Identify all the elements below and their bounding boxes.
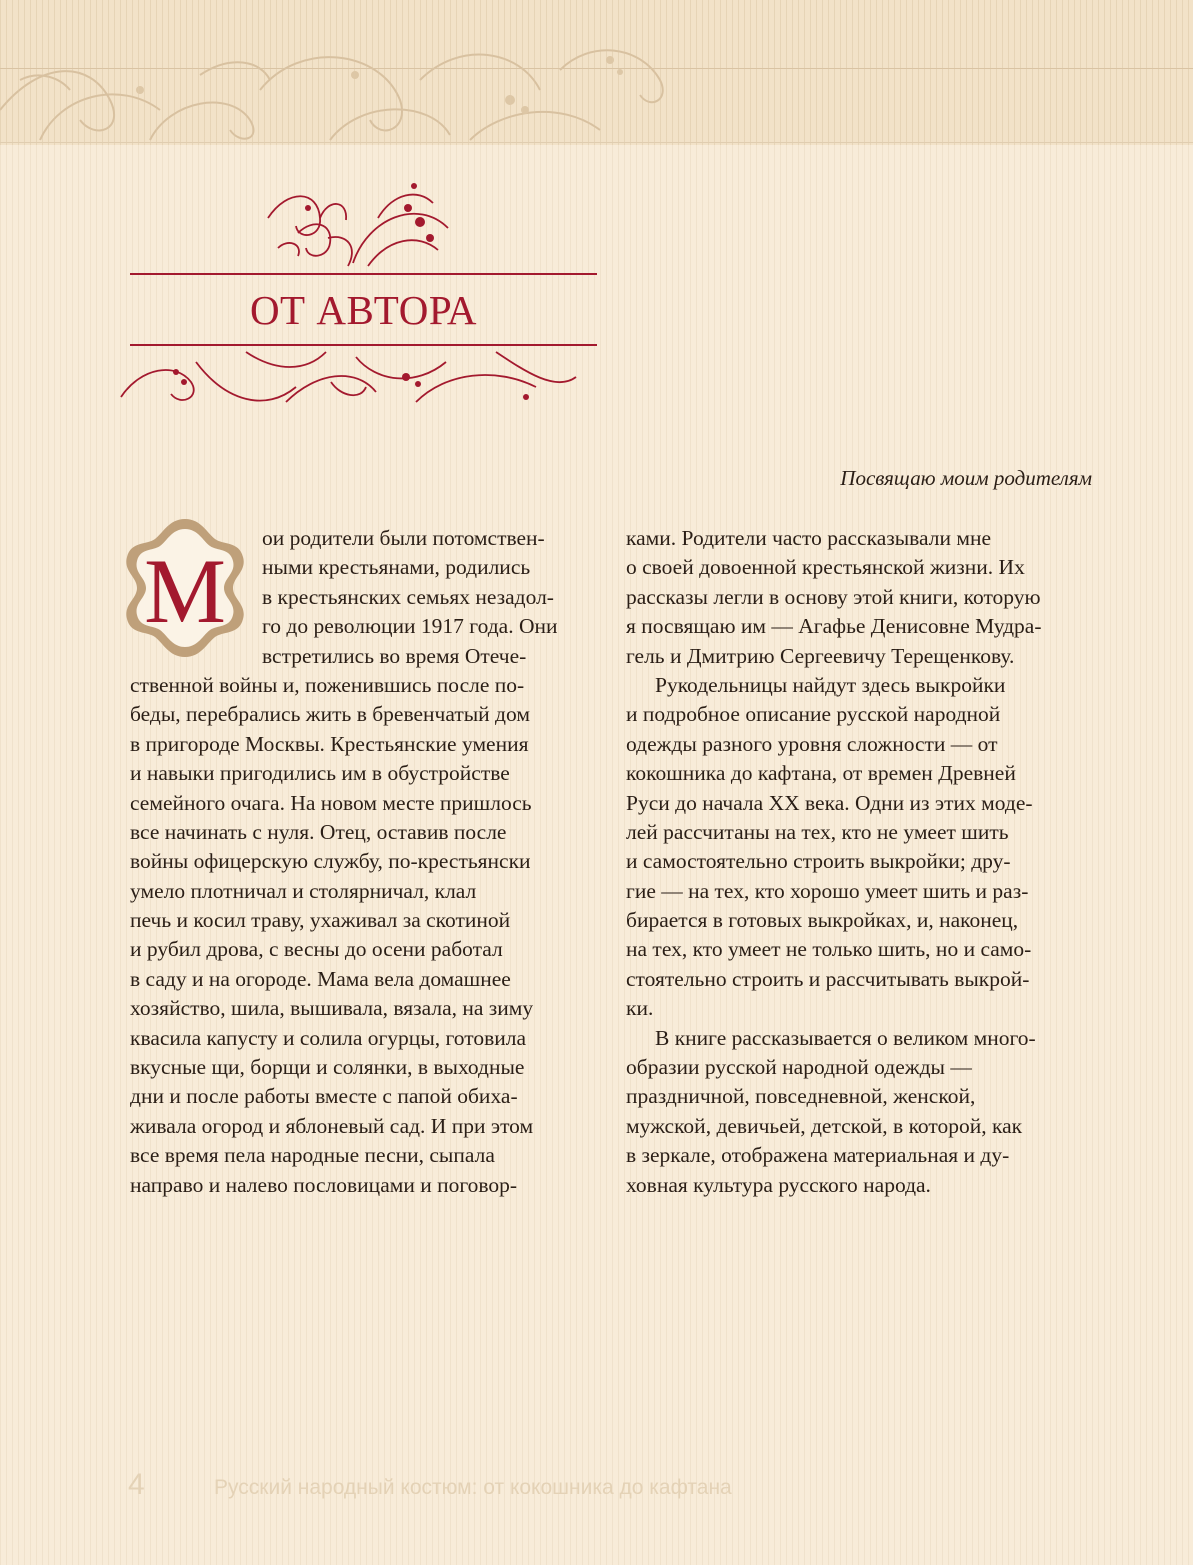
text-line: семейного очага. На новом месте пришлось bbox=[130, 790, 532, 815]
text-line: мужской, девичьей, детской, в которой, как bbox=[626, 1113, 1023, 1138]
text-line: лей рассчитаны на тех, кто не умеет шить bbox=[626, 819, 1009, 844]
text-line: все начинать с нуля. Отец, оставив после bbox=[130, 819, 507, 844]
text-line: в саду и на огороде. Мама вела домашнее bbox=[130, 966, 511, 991]
text-line: дни и после работы вместе с папой обиха- bbox=[130, 1084, 518, 1109]
header-rule-bottom bbox=[0, 142, 1193, 143]
text-line: образии русской народной одежды — bbox=[626, 1055, 972, 1080]
header-rule bbox=[0, 68, 1193, 69]
drop-cap-letter: М bbox=[144, 540, 226, 642]
text-line: стоятельно строить и рассчитывать выкрой- bbox=[626, 966, 1030, 991]
dedication: Посвящаю моим родителям bbox=[840, 466, 1092, 490]
text-line: в зеркале, отображена материальная и ду- bbox=[626, 1143, 1010, 1168]
text-line: все время пела народные песни, сыпала bbox=[130, 1143, 495, 1168]
text-line: го до революции 1917 года. Они bbox=[262, 614, 558, 639]
text-line: одежды разного уровня сложности — от bbox=[626, 731, 998, 756]
floral-ornament-bottom-icon bbox=[116, 342, 586, 422]
text-line: ки. bbox=[626, 996, 654, 1021]
text-line: направо и налево пословицами и поговор- bbox=[130, 1172, 518, 1197]
text-line: беды, перебрались жить в бревенчатый дом bbox=[130, 702, 530, 727]
text-line: и подробное описание русской народной bbox=[626, 702, 1001, 727]
floral-ornament-icon bbox=[258, 178, 458, 274]
text-line: печь и косил траву, ухаживал за скотиной bbox=[130, 908, 511, 933]
page-title: ОТ АВТОРА bbox=[249, 287, 478, 333]
text-line: гель и Дмитрию Сергеевичу Терещенкову. bbox=[626, 643, 1015, 668]
text-line: хозяйство, шила, вышивала, вязала, на зиму bbox=[130, 996, 534, 1021]
text-line: живала огород и яблоневый сад. И при этом bbox=[130, 1113, 534, 1138]
text-line: ками. Родители часто рассказывали мне bbox=[626, 526, 992, 550]
text-line: ои родители были потомствен- bbox=[262, 526, 545, 550]
text-line: праздничной, повседневной, женской, bbox=[626, 1084, 976, 1109]
text-line: В книге рассказывается о великом много- bbox=[655, 1025, 1036, 1050]
heading-rule-top bbox=[130, 273, 597, 275]
text-line: и самостоятельно строить выкройки; дру- bbox=[626, 849, 1011, 874]
text-line: встретились во время Отече- bbox=[262, 643, 527, 668]
left-column bbox=[130, 524, 600, 1200]
text-line: в пригороде Москвы. Крестьянские умения bbox=[130, 731, 529, 756]
text-line: о своей довоенной крестьянской жизни. Их bbox=[626, 555, 1025, 580]
text-line: войны офицерскую службу, по-крестьянски bbox=[130, 849, 531, 874]
text-line: ственной войны и, поженившись после по- bbox=[130, 672, 525, 697]
text-line: умело плотничал и столярничал, клал bbox=[130, 878, 477, 903]
text-line: ными крестьянами, родились bbox=[262, 555, 531, 580]
header-ornament-band bbox=[0, 0, 1193, 145]
text-line: ховная культура русского народа. bbox=[626, 1172, 931, 1197]
text-line: и навыки пригодились им в обустройстве bbox=[130, 761, 510, 786]
page-number: 4 bbox=[128, 1468, 145, 1501]
text-line: на тех, кто умеет не только шить, но и само- bbox=[626, 937, 1032, 962]
text-line: вкусные щи, борщи и солянки, в выходные bbox=[130, 1055, 525, 1080]
text-line: в крестьянских семьях незадол- bbox=[262, 584, 554, 609]
right-column bbox=[626, 524, 1096, 1200]
swirl-ornament-icon bbox=[0, 0, 1193, 145]
text-line: Рукодельницы найдут здесь выкройки bbox=[655, 672, 1006, 697]
text-line: рассказы легли в основу этой книги, которую bbox=[626, 584, 1041, 609]
text-line: Руси до начала XX века. Одни из этих моде- bbox=[626, 790, 1033, 815]
text-line: я посвящаю им — Агафье Денисовне Мудра- bbox=[626, 614, 1042, 639]
text-line: гие — на тех, кто хорошо умеет шить и раз- bbox=[626, 878, 1029, 903]
text-line: кокошника до кафтана, от времен Древней bbox=[626, 761, 1016, 786]
text-line: бирается в готовых выкройках, и, наконец, bbox=[626, 908, 1019, 933]
text-line: квасила капусту и солила огурцы, готовила bbox=[130, 1025, 527, 1050]
running-title: Русский народный костюм: от кокошника до кафтана bbox=[214, 1476, 732, 1499]
text-line: и рубил дрова, с весны до осени работал bbox=[130, 937, 503, 962]
